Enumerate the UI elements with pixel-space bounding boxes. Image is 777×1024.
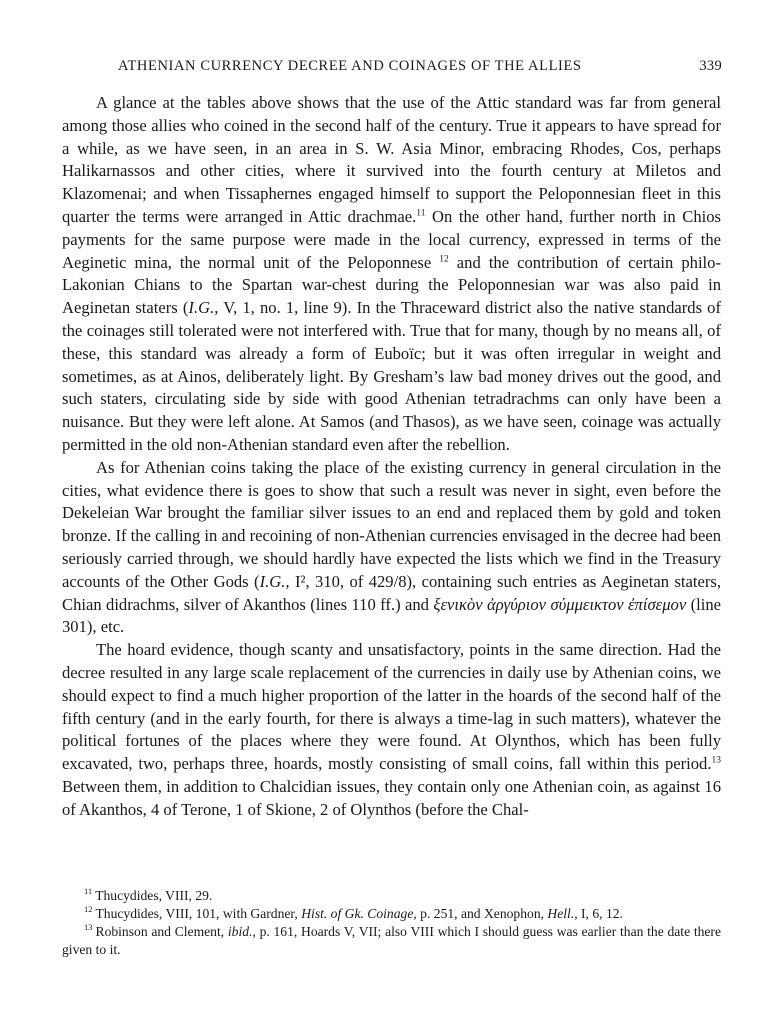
paragraph-1-text-b: On the other hand, further north in Chios payments for the same purpose were made in the local currency, expressed in terms of the Aeginetic mina, the normal unit of the Peloponnese bbox=[62, 206, 721, 272]
footnote-ref-13: 13 bbox=[711, 755, 721, 766]
citation-ig: I.G. bbox=[188, 298, 215, 318]
footnote-number: 11 bbox=[84, 886, 93, 897]
running-title: ATHENIAN CURRENCY DECREE AND COINAGES OF THE ALLIES bbox=[118, 58, 582, 74]
footnote-ref-11: 11 bbox=[416, 208, 426, 219]
footnote-11 bbox=[62, 887, 721, 905]
citation-ig: I.G. bbox=[259, 571, 286, 591]
work-title: Hist. of Gk. Coinage bbox=[301, 906, 414, 921]
paragraph-1-text-a: A glance at the tables above shows that the use of the Attic standard was far from general among those allies who coined in the second half of the century. True it appears to have spread for a while, as we have seen, in an area in S. W. Asia Minor, embracing Rhodes, Cos, perhaps Halikarnassos and other cities, where it survived into the fourth century at Miletos and Klazomenai; and when Tissaphernes engaged himself to support the Peloponnesian fleet in this quarter the terms were arranged in Attic drachmae. bbox=[62, 93, 721, 226]
paragraph-1 bbox=[62, 92, 721, 457]
footnote-13 bbox=[62, 923, 721, 959]
footnote-ref-12: 12 bbox=[439, 254, 449, 265]
footnote-text: , p. 251, and Xenophon, bbox=[413, 906, 548, 921]
paragraph-3-text-b: Between them, in addition to Chalcidian issues, they contain only one Athenian coin, as against 16 of Akanthos, 4 of Terone, 1 of Skione, 2 of Olynthos (before the Chal- bbox=[62, 776, 721, 819]
paragraph-3-text-a: The hoard evidence, though scanty and unsatisfactory, points in the same direction. Had the decree resulted in any large scale replacement of the currencies in daily use by Athenian coins, we should expect to find a much higher proportion of the latter in the hoards of the second half of the fifth century (and in the early fourth, for there is always a time-lag in such matters), whatever the political fortunes of the places where they were found. At Olynthos, which has been fully excavated, two, perhaps three, hoards, mostly consisting of small coins, fall within this period. bbox=[62, 640, 721, 774]
work-title: Hell. bbox=[547, 906, 575, 921]
body-text bbox=[62, 92, 721, 822]
footnote-12 bbox=[62, 905, 721, 923]
paragraph-2-text-c: (line 301), etc. bbox=[62, 594, 721, 637]
footnote-text: Robinson and Clement, bbox=[95, 924, 228, 939]
footnote-number: 12 bbox=[84, 904, 93, 915]
running-head bbox=[62, 58, 722, 80]
paragraph-2 bbox=[62, 457, 721, 639]
footnotes bbox=[62, 887, 721, 959]
greek-phrase: ξενικὸν ἀργύριον σύμμεικτον ἐπίσεμον bbox=[433, 594, 687, 614]
footnote-text: Thucydides, VIII, 29. bbox=[95, 888, 213, 903]
page-number: 339 bbox=[699, 58, 722, 74]
paragraph-2-text-a: As for Athenian coins taking the place of the existing currency in general circulation in the cities, what evidence there is goes to show that such a result was never in sight, even before the Dekeleian War brought the familiar silver issues to an end and replaced them by gold and token bronze. If the calling in and recoining of non-Athenian currencies envisaged in the decree had been seriously carried through, we should hardly have expected the lists which we find in the Treasury accounts of the Other Gods ( bbox=[62, 457, 721, 591]
work-title: ibid. bbox=[227, 924, 253, 939]
paragraph-1-text-c: and the contribution of certain philo-Lakonian Chians to the Spartan war-chest during the Peloponnesian war was also paid in Aeginetan staters ( bbox=[62, 252, 721, 318]
paragraph-1-text-d: , V, 1, no. 1, line 9). In the Thraceward district also the native standards of the coinages still tolerated were not interfered with. True that for many, though by no means all, of these, this standard was already a form of Euboïc; but it was often irregular in weight and sometimes, as at Ainos, deliberately light. By Gresham’s law bad money drives out the good, and such staters, circulating side by side with good Athenian tetradrachms can only have been a nuisance. But they were left alone. At Samos (and Thasos), as we have seen, coinage was actually permitted in the old non-Athenian standard even after the rebellion. bbox=[62, 298, 722, 454]
footnote-text: Thucydides, VIII, 101, with Gardner, bbox=[95, 906, 302, 921]
paragraph-3 bbox=[62, 639, 721, 821]
paragraph-2-text-b: , I², 310, of 429/8), containing such entries as Aeginetan staters, Chian didrachms, silver of Akanthos (lines 110 ff.) and bbox=[62, 571, 722, 614]
footnote-text: , p. 161, Hoards V, VII; also VIII which I should guess was earlier than the date there given to it. bbox=[62, 924, 721, 957]
footnote-text: , I, 6, 12. bbox=[574, 906, 623, 921]
footnote-number: 13 bbox=[84, 922, 93, 933]
